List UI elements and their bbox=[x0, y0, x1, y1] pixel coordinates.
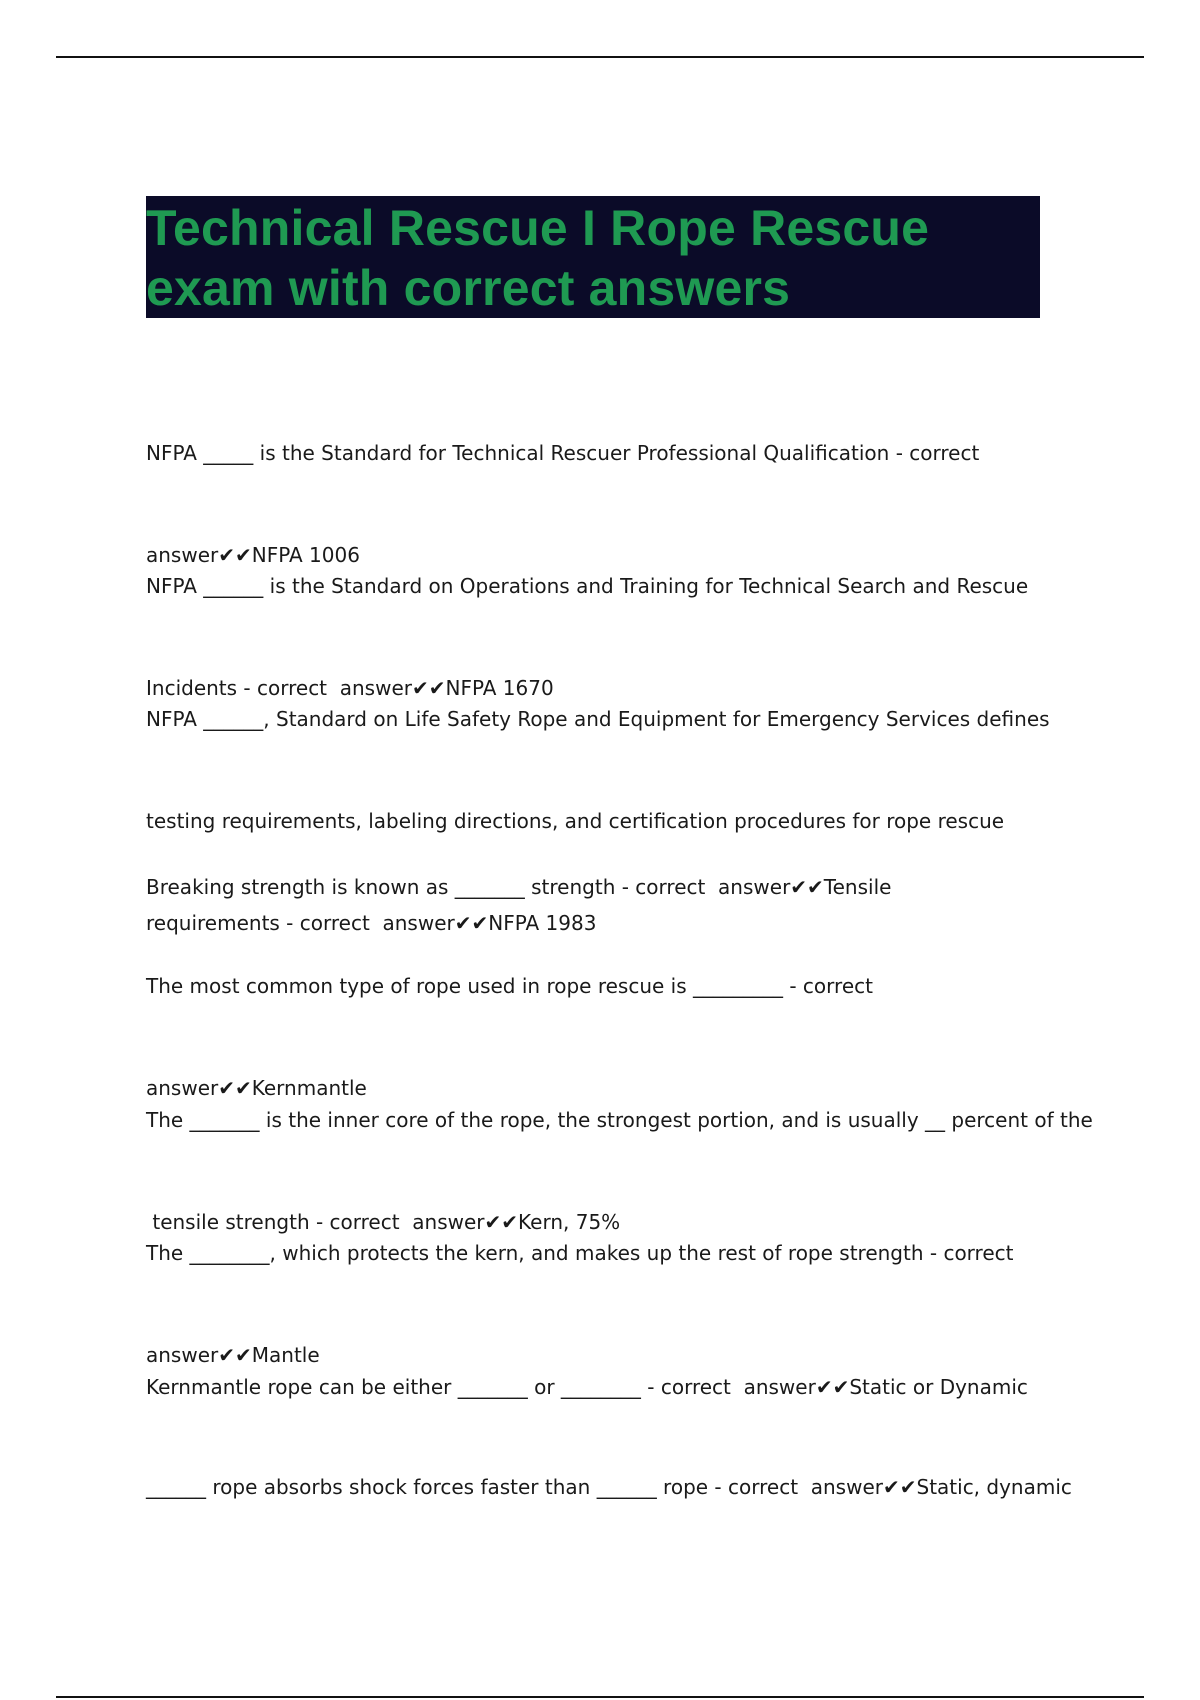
question-text-line: NFPA ______ is the Standard on Operations and Training for Technical Search and Rescue bbox=[146, 574, 1029, 598]
top-divider bbox=[56, 56, 1144, 58]
question-text-line: ______ rope absorbs shock forces faster than ______ rope - correct answer✔✔Static, dynamic bbox=[146, 1475, 1072, 1499]
document-title-banner bbox=[146, 196, 1040, 318]
question-text-line: Breaking strength is known as _______ strength - correct answer✔✔Tensile bbox=[146, 875, 892, 899]
document-title-line-1: Technical Rescue I Rope Rescue bbox=[146, 200, 930, 256]
question-text-line: answer✔✔Mantle bbox=[146, 1343, 320, 1367]
question-text-line: answer✔✔Kernmantle bbox=[146, 1076, 367, 1100]
question-item-9 bbox=[146, 1402, 1106, 1572]
question-text-line: Incidents - correct answer✔✔NFPA 1670 bbox=[146, 676, 554, 700]
question-text-line: tensile strength - correct answer✔✔Kern, 75% bbox=[146, 1210, 621, 1234]
bottom-divider bbox=[56, 1696, 1144, 1698]
question-text-line: NFPA ______, Standard on Life Safety Rope and Equipment for Emergency Services defines bbox=[146, 707, 1050, 731]
question-text-line: The _______ is the inner core of the rope, the strongest portion, and is usually __ percent of the bbox=[146, 1108, 1093, 1132]
question-text-line: Kernmantle rope can be either _______ or ________ - correct answer✔✔Static or Dynamic bbox=[146, 1375, 1028, 1399]
question-text-line: requirements - correct answer✔✔NFPA 1983 bbox=[146, 911, 597, 935]
question-text-line: The ________, which protects the kern, and makes up the rest of rope strength - correct bbox=[146, 1241, 1014, 1265]
document-title-line-2: exam with correct answers bbox=[146, 260, 791, 316]
question-text-line: answer✔✔NFPA 1006 bbox=[146, 543, 360, 567]
question-text-line: NFPA _____ is the Standard for Technical Rescuer Professional Qualification - correct bbox=[146, 441, 980, 465]
question-text-line: testing requirements, labeling directions, and certification procedures for rope rescue bbox=[146, 809, 1005, 833]
question-text-line: The most common type of rope used in rope rescue is _________ - correct bbox=[146, 974, 873, 998]
